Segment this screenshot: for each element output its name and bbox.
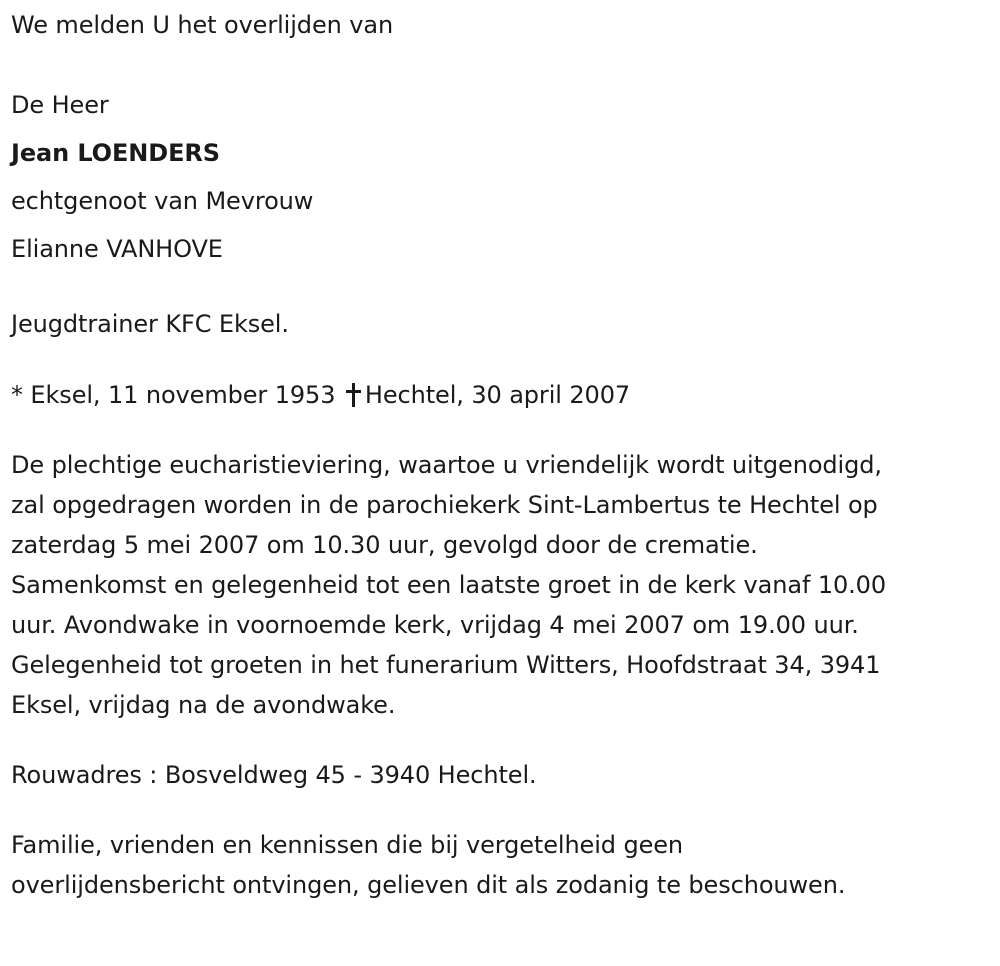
mourning-address: Rouwadres : Bosveldweg 45 - 3940 Hechtel.: [11, 761, 537, 789]
dates-line: [11, 375, 996, 415]
closing-line: overlijdensbericht ontvingen, gelieven dit als zodanig te beschouwen.: [11, 871, 846, 899]
salutation: De Heer: [11, 91, 109, 119]
ceremony-line: zaterdag 5 mei 2007 om 10.30 uur, gevolgd door de crematie.: [11, 531, 758, 559]
spouse-line-2: Elianne VANHOVE: [11, 235, 223, 263]
ceremony-line: Gelegenheid tot groeten in het funerarium Witters, Hoofdstraat 34, 3941: [11, 651, 881, 679]
spacer: [11, 415, 996, 445]
spacer: [11, 273, 996, 304]
ceremony-paragraph: [11, 445, 996, 725]
spacer: [11, 344, 996, 375]
spacer: [11, 50, 996, 81]
closing-paragraph: [11, 825, 996, 905]
birth-text: * Eksel, 11 november 1953: [11, 381, 336, 409]
death-notice: [11, 0, 996, 905]
spouse-line-1: echtgenoot van Mevrouw: [11, 187, 314, 215]
spacer: [11, 795, 996, 825]
ceremony-line: Samenkomst en gelegenheid tot een laatste groet in de kerk vanaf 10.00: [11, 571, 887, 599]
role-text: Jeugdtrainer KFC Eksel.: [11, 310, 289, 338]
spacer: [11, 725, 996, 755]
latin-cross-icon: [345, 383, 361, 407]
death-text: Hechtel, 30 april 2007: [364, 381, 631, 409]
intro-text: We melden U het overlijden van: [11, 11, 394, 39]
deceased-name: Jean LOENDERS: [11, 139, 220, 167]
closing-line: Familie, vrienden en kennissen die bij vergetelheid geen: [11, 831, 684, 859]
ceremony-line: De plechtige eucharistieviering, waartoe u vriendelijk wordt uitgenodigd,: [11, 451, 882, 479]
ceremony-line: uur. Avondwake in voornoemde kerk, vrijdag 4 mei 2007 om 19.00 uur.: [11, 611, 859, 639]
ceremony-line: zal opgedragen worden in de parochiekerk Sint-Lambertus te Hechtel op: [11, 491, 878, 519]
ceremony-line: Eksel, vrijdag na de avondwake.: [11, 691, 396, 719]
